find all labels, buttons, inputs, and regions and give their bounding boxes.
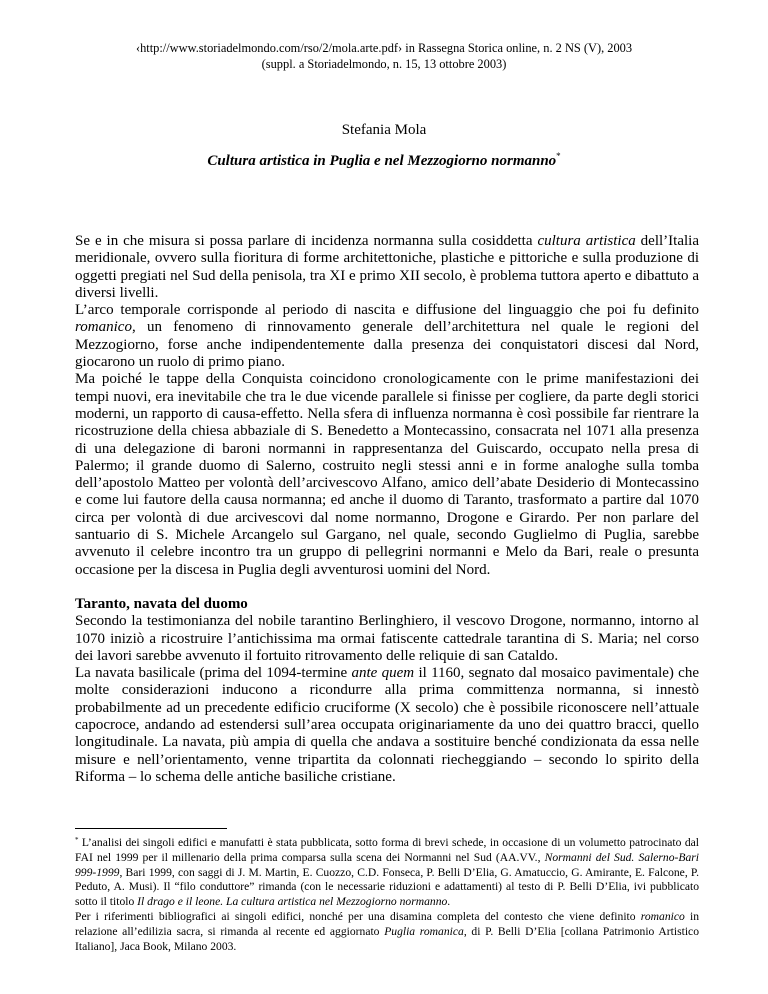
paragraph-5	[75, 665, 699, 786]
article-body	[75, 233, 699, 786]
paragraph-3: Ma poiché le tappe della Conquista coincidono cronologicamente con le prime manifestazioni dei tempi nuovi, era inevitabile che tra le due vicende parallele si finisse per cogliere, da parte degli storici moderni, un rapporto di causa-effetto. Nella sfera di influenza normanna è così possibile far rientrare la ricostruzione della chiesa abbaziale di S. Benedetto a Montecassino, consacrata nel 1071 alla presenza di una delegazione di baroni normanni in rappresentanza del Guiscardo, occupato nella presa di Palermo; il grande duomo di Salerno, costruito negli stessi anni e in forme analoghe sulla tomba dell’apostolo Matteo per volontà dell’arcivescovo Alfano, amico dell’abate Desiderio di Montecassino e come lui fautore della causa normanna; ed anche il duomo di Taranto, trasformato a partire dal 1070 circa per volontà di due arcivescovi dal nome normanno, Drogone e Girardo. Per non parlare del santuario di S. Michele Arcangelo sul Gargano, nel quale, secondo Guglielmo di Puglia, sarebbe avvenuto il celebre incontro tra un gruppo di pellegrini normanni e Melo da Bari, reale o presunta occasione per la discesa in Puglia degli avventurosi uomini del Nord.	[75, 371, 699, 578]
article-title	[0, 151, 768, 170]
footnote-1-emphasis-2: Il drago e il leone. La cultura artistica nel Mezzogiorno normanno	[137, 895, 448, 909]
paragraph-5-text-a: La navata basilicale (prima del 1094-termine	[75, 665, 352, 682]
paragraph-2-text-b: , un fenomeno di rinnovamento generale dell’architettura nel quale le regioni del Mezzogiorno, forse anche indipendentemente dalla presenza dei conquistatori discesi dal Nord, giocarono un ruolo di primo piano.	[75, 319, 699, 371]
footnote-mark: *	[75, 836, 79, 844]
footnote-1-emphasis-1: Normanni del Sud. Salerno-Bari 999-1999	[75, 850, 699, 879]
citation-header	[0, 40, 768, 72]
article-title-text: Cultura artistica in Puglia e nel Mezzogiorno normanno	[207, 153, 557, 169]
paragraph-2-emphasis: romanico	[75, 319, 132, 336]
title-footnote-mark: *	[556, 151, 561, 161]
footnote-1-text-c: .	[447, 895, 451, 909]
footnote-2-text-b: in relazione all’edilizia sacra, si rimanda al recente ed aggiornato	[75, 909, 699, 938]
paragraph-2	[75, 302, 699, 371]
citation-line-2: (suppl. a Storiadelmondo, n. 15, 13 ottobre 2003)	[261, 57, 507, 71]
footnote-2-emphasis-2: Puglia romanica	[384, 924, 464, 938]
paragraph-1-text-a: Se e in che misura si possa parlare di incidenza normanna sulla cosiddetta	[75, 233, 538, 249]
section-heading: Taranto, navata del duomo	[75, 595, 248, 612]
paragraph-1-text-b: dell’Italia meridionale, ovvero sulla fioritura di forme architettoniche, plastiche e pittoriche e sulla produzione di oggetti pregiati nel Sud della penisola, tra XI e primo XII secolo, è problema tuttora aperto e dibattuto a diversi livelli.	[75, 233, 699, 301]
footnote-2-text-a: Per i riferimenti bibliografici ai singoli edifici, nonché per una disamina completa del contesto che viene definito	[75, 909, 641, 923]
footnote	[75, 833, 699, 954]
footnote-1-text-a: L’analisi dei singoli edifici e manufatti è stata pubblicata, sotto forma di brevi schede, in occasione di un volumetto patrocinato dal FAI nel 1999 per il millenario della prima comparsa sulla scena dei Normanni nel Sud (AA.VV.,	[75, 836, 699, 864]
paragraph-5-emphasis: ante quem	[351, 665, 415, 682]
author-name: Stefania Mola	[341, 122, 427, 138]
footnote-separator	[75, 828, 227, 829]
footnote-paragraph-1	[75, 833, 699, 910]
footnote-1-text-b: , Bari 1999, con saggi di J. M. Martin, E. Cuozzo, C.D. Fonseca, P. Belli D’Elia, G. Amatuccio, G. Amirante, E. Falcone, P. Peduto, A. Musi). Il “filo conduttore” rimanda (con le necessarie riduzioni e adattamenti) al testo di P. Belli D’Elia, ivi pubblicato sotto il titolo	[75, 865, 699, 909]
footnote-paragraph-2	[75, 910, 699, 954]
paragraph-4: Secondo la testimonianza del nobile tarantino Berlinghiero, il vescovo Drogone, normanno, intorno al 1070 iniziò a ricostruire l’antichissima ma ormai fatiscente cattedrale tarantina di S. Maria; nel corso dei lavori sarebbe avvenuto il fortuito ritrovamento delle reliquie di san Cataldo.	[75, 613, 699, 664]
paragraph-1	[75, 233, 699, 302]
footnote-2-text-c: , di P. Belli D’Elia [collana Patrimonio Artistico Italiano], Jaca Book, Milano 2003.	[75, 924, 699, 953]
footnote-2-emphasis-1: romanico	[640, 909, 685, 923]
paragraph-5-text-b: il 1160, segnato dal mosaico pavimentale) che molte considerazioni inducono a ricondurre alla prima committenza normanna, si innestò probabilmente ad un precedente edificio cruciforme (X secolo) che è possibile riconoscere nell’attuale capocroce, andando ad estendersi sull’area occupata originariamente da uno dei quattro bracci, quello longitudinale. La navata, più ampia di quella che andava a sostituire benché condizionata da essa nelle misure e nell’orientamento, venne tripartita da colonnati riecheggiando – secondo lo spirito della Riforma – lo schema delle antiche basiliche cristiane.	[75, 665, 699, 785]
paragraph-1-emphasis: cultura artistica	[537, 233, 636, 249]
paragraph-2-text-a: L’arco temporale corrisponde al periodo di nascita e diffusione del linguaggio che poi fu definito	[75, 302, 699, 319]
citation-line-1: ‹http://www.storiadelmondo.com/rso/2/mola.arte.pdf› in Rassegna Storica online, n. 2 NS (V), 2003	[135, 41, 633, 55]
